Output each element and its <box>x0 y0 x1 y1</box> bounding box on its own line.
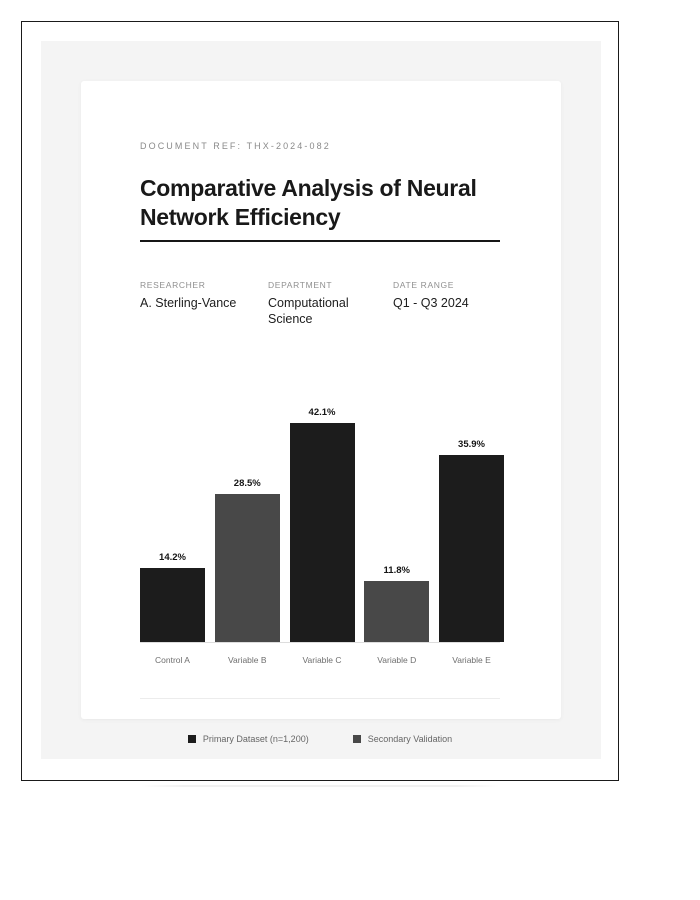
document-card <box>81 81 561 744</box>
bar-slot <box>215 423 280 642</box>
bar-category-label: Variable B <box>227 655 267 665</box>
legend-swatch-icon <box>188 735 196 743</box>
bar-slot <box>290 407 355 642</box>
legend-label: Primary Dataset (n=1,200) <box>202 734 309 744</box>
document-reference: DOCUMENT REF: THX-2024-082 <box>140 141 331 151</box>
metadata-label: DEPARTMENT <box>268 280 333 290</box>
chart-legend <box>140 734 500 744</box>
metadata-row <box>140 280 510 340</box>
bar-category-slot <box>140 647 205 673</box>
bar-value-label: 28.5% <box>233 477 261 489</box>
chart-bar <box>290 423 355 642</box>
bar-category-label: Variable E <box>452 655 491 665</box>
chart-bar <box>215 494 280 642</box>
bar-category-label: Control A <box>155 655 190 665</box>
page-title: Comparative Analysis of Neural Network Efficiency <box>140 175 477 231</box>
document-frame <box>21 21 619 781</box>
bar-chart <box>140 381 500 673</box>
bar-value-label: 35.9% <box>458 439 485 451</box>
chart-bar <box>364 581 429 642</box>
chart-baseline <box>140 642 500 643</box>
bar-slot <box>140 423 205 642</box>
legend-swatch-icon <box>353 735 361 743</box>
metadata-label: RESEARCHER <box>140 280 206 290</box>
legend-label: Secondary Validation <box>367 734 453 744</box>
legend-item <box>188 734 309 744</box>
paper-mat <box>41 41 601 759</box>
legend-divider <box>140 698 500 699</box>
bar-category-slot <box>439 647 504 673</box>
bar-slot <box>364 423 429 642</box>
bar-category-slot <box>290 647 355 673</box>
card-content <box>140 81 502 744</box>
metadata-field-department <box>268 280 383 327</box>
bar-category-slot <box>215 647 280 673</box>
legend-item <box>353 734 452 744</box>
metadata-field-researcher <box>140 280 255 311</box>
metadata-value: A. Sterling-Vance <box>140 296 237 310</box>
metadata-value: Q1 - Q3 2024 <box>393 296 469 310</box>
metadata-value: Computational Science <box>268 296 349 326</box>
bar-category-slot <box>364 647 429 673</box>
metadata-label: DATE RANGE <box>393 280 455 290</box>
title-divider <box>140 240 500 242</box>
bar-category-label: Variable C <box>302 655 342 665</box>
frame-drop-shadow <box>140 785 500 787</box>
bar-category-label: Variable D <box>377 655 417 665</box>
chart-bar <box>140 568 205 642</box>
bar-value-label: 42.1% <box>308 407 336 418</box>
bar-value-label: 14.2% <box>159 552 186 564</box>
chart-bar <box>439 455 504 642</box>
bar-slot <box>439 423 504 642</box>
metadata-field-date-range <box>393 280 508 311</box>
bar-value-label: 11.8% <box>383 564 410 576</box>
